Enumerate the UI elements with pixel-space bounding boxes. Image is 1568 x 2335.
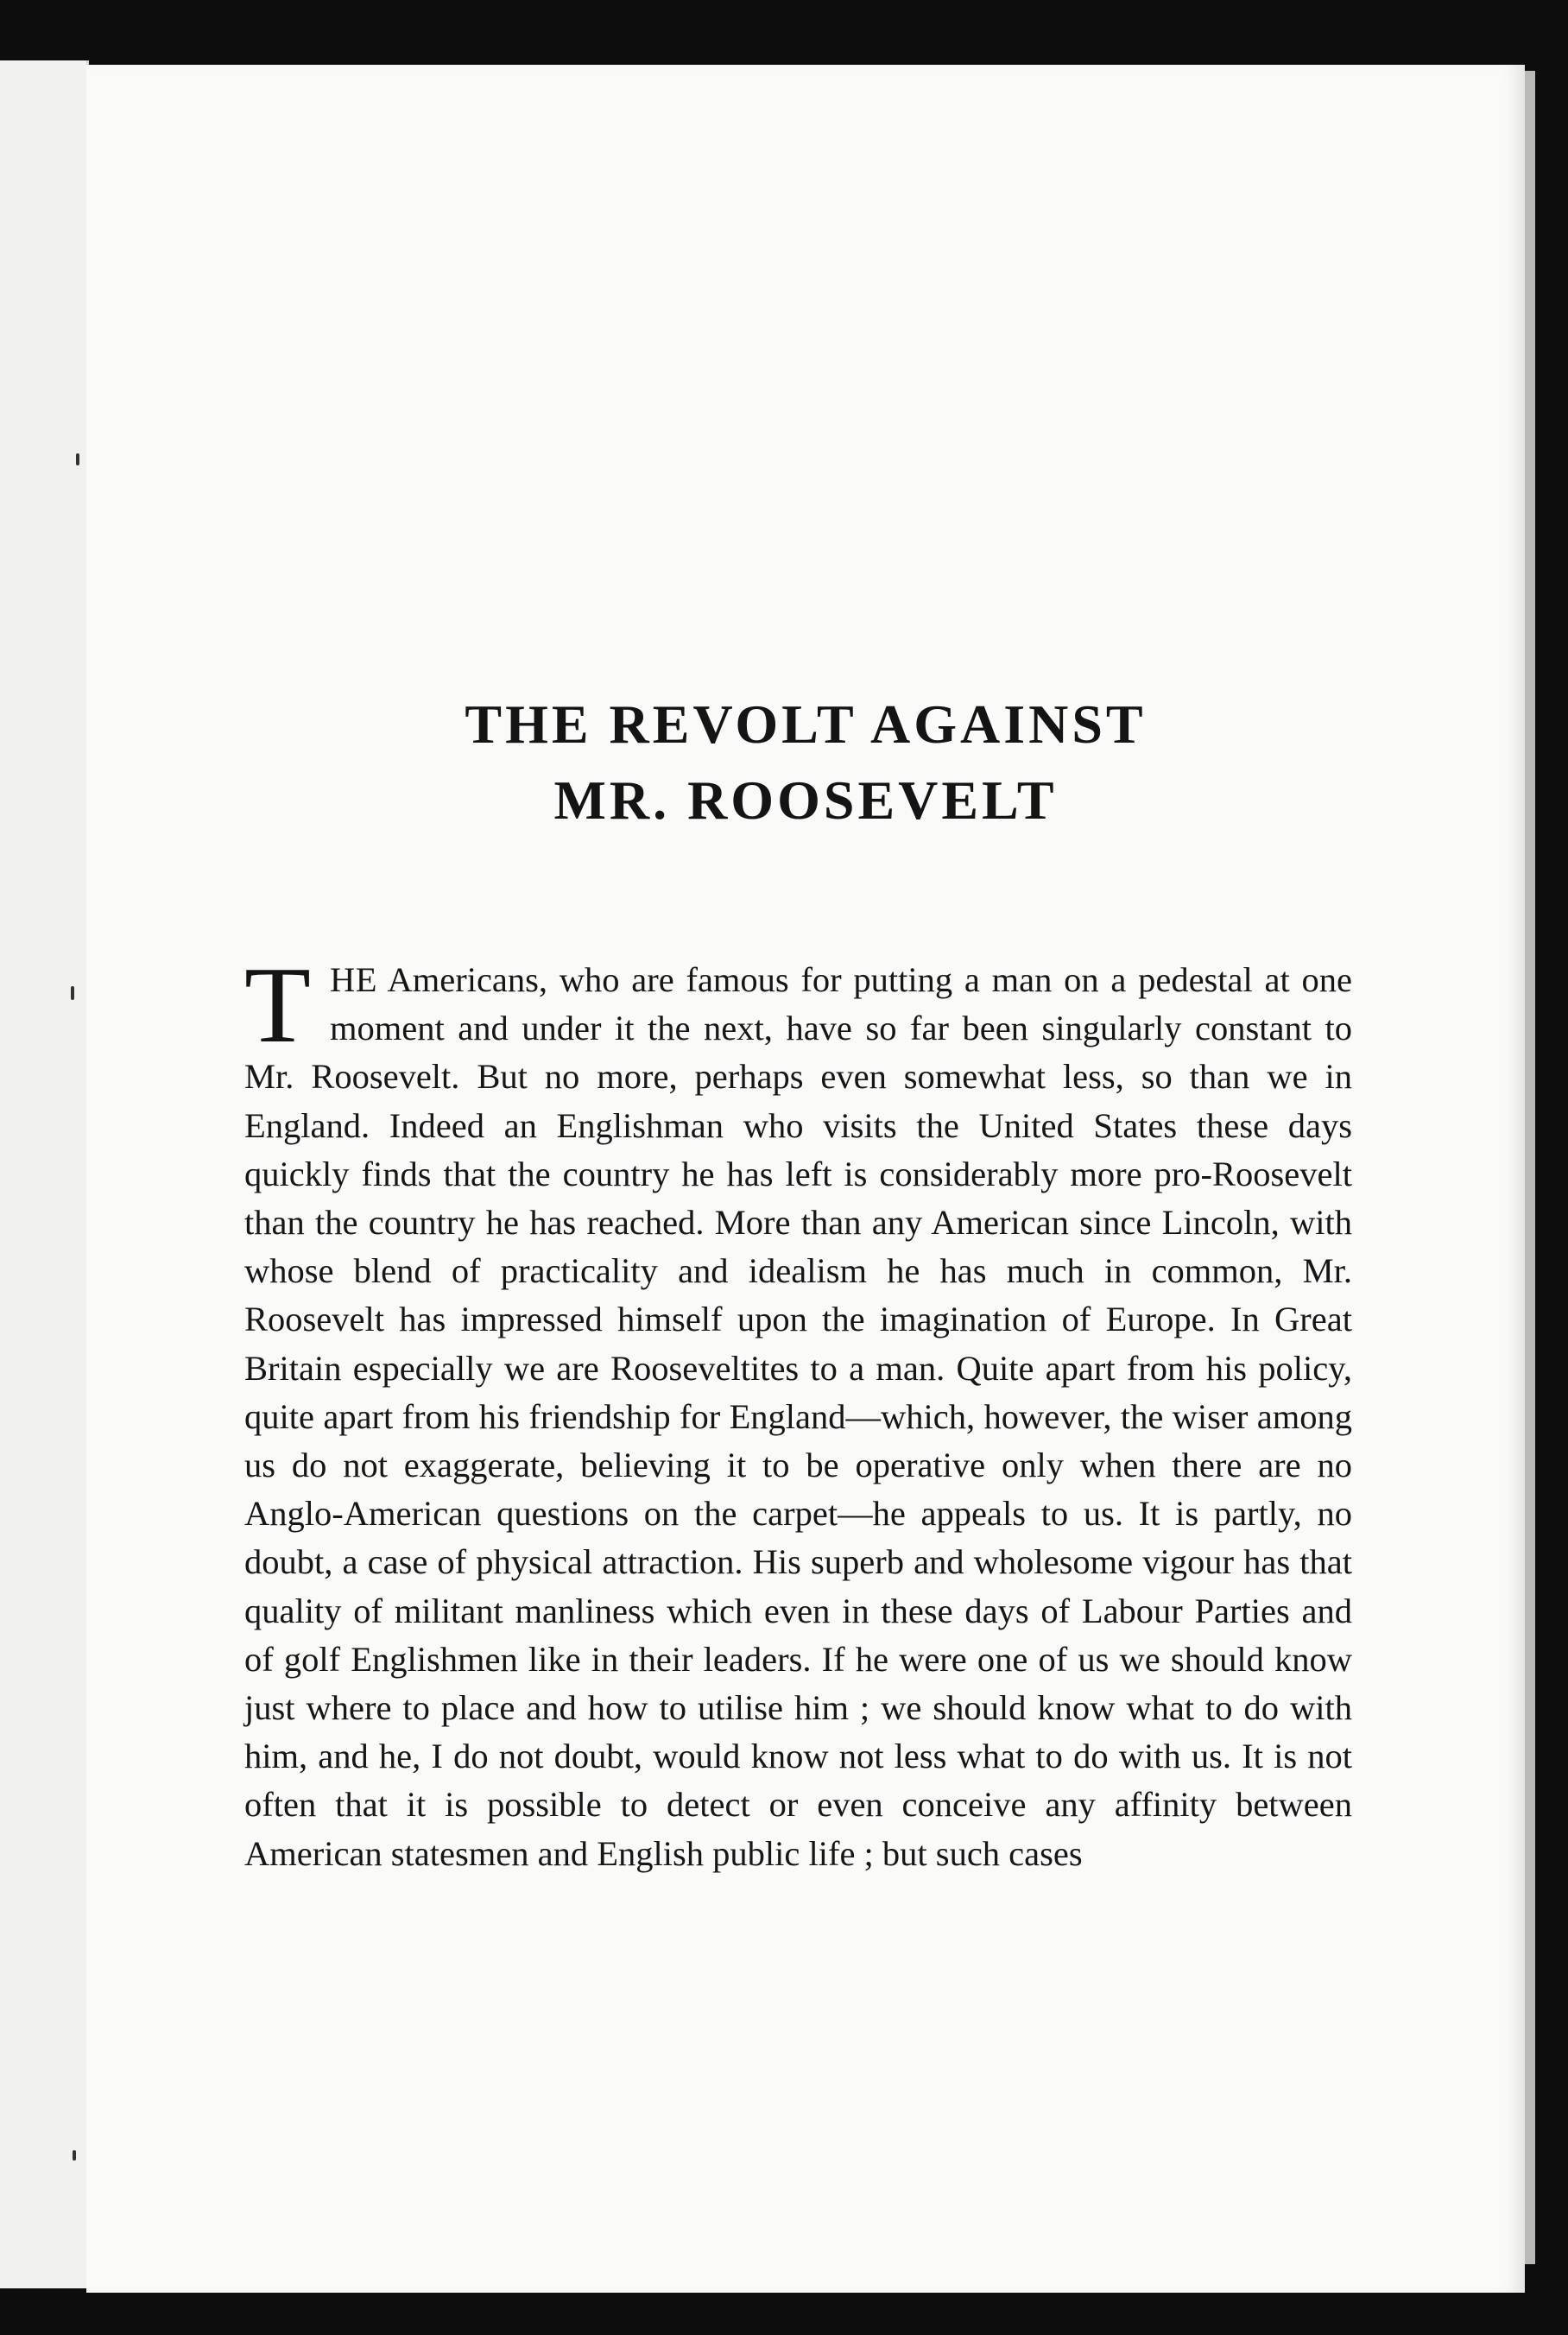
margin-speck: [76, 453, 79, 465]
chapter-title-line-2: MR. ROOSEVELT: [553, 769, 1058, 831]
drop-cap: T: [244, 946, 311, 1066]
body-text: Americans, who are famous for putting a man on a pedestal at one moment and under it the next, have so far been singularly constant to Mr. Roosevelt. But no more, perhaps even somewhat less, so than we in England. Indeed an Englishman who visits the United States these days quickly finds that the country he has left is considerably more pro-Roosevelt than the country he has reached. More than any American since Lincoln, with whose blend of practicality and idealism he has much in common, Mr. Roosevelt has impressed himself upon the imagination of Europe. In Great Britain especially we are Rooseveltites to a man. Quite apart from his policy, quite apart from his friendship for England—which, however, the wiser among us do not exaggerate, believing it to be operative only when there are no Anglo-American questions on the carpet—he appeals to us. It is partly, no doubt, a case of physical attraction. His superb and wholesome vigour has that quality of militant manliness which even in these days of Labour Parties and of golf Englishmen like in their leaders. If he were one of us we should know just where to place and how to utilise him ; we should know what to do with him, and he, I do not doubt, would know not less what to do with us. It is not often that it is possible to detect or even conceive any affinity between American statesmen and English public life ; but such cases: [244, 960, 1352, 1873]
margin-speck: [71, 986, 74, 1000]
facing-page-edge: [0, 60, 89, 2288]
margin-speck: [73, 2150, 76, 2161]
body-paragraph: [244, 946, 1352, 1878]
chapter-title-line-1: THE REVOLT AGAINST: [465, 693, 1147, 755]
book-page: [86, 65, 1525, 2293]
page-stack-edge: [1525, 71, 1535, 2264]
drop-cap-continuation: HE: [329, 960, 377, 999]
